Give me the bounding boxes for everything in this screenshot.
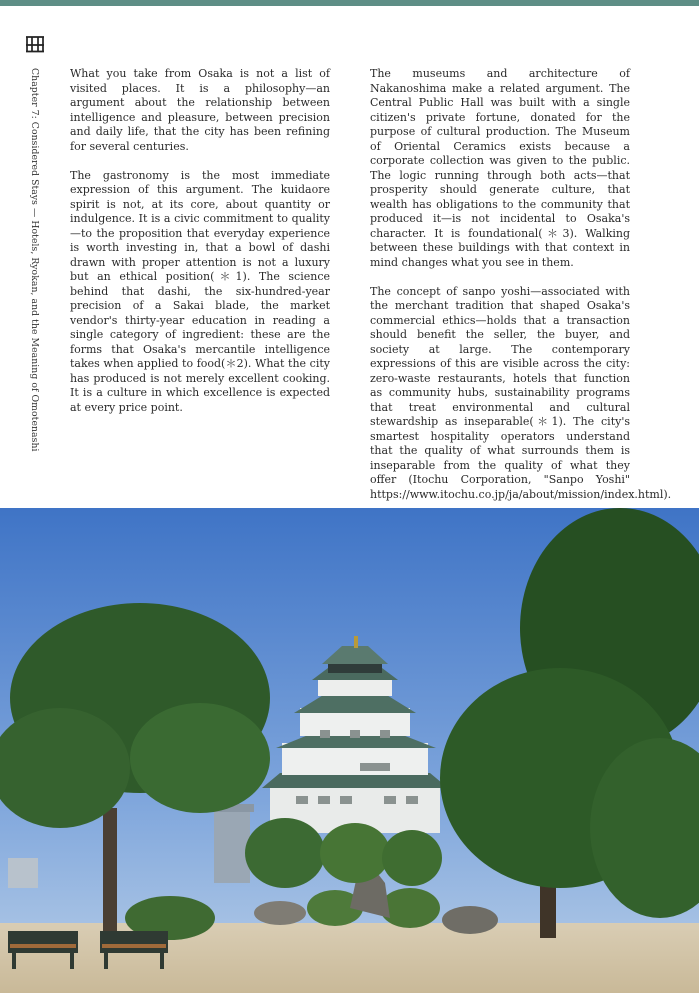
top-color-band xyxy=(0,0,699,6)
paragraph: What you take from Osaka is not a list of visited places. It is a philosophy—an argument about the relationship between intelligence and pleasure, between precision and daily life, that the city has been refining for several centuries. xyxy=(70,67,330,153)
left-column xyxy=(70,67,330,430)
book-mark-icon xyxy=(25,35,45,53)
paragraph: The museums and architecture of Nakanoshima make a related argument. The Central Public Hall was built with a single citizen's private fortune, donated for the purpose of cultural production. The Museum of Oriental Ceramics exists because a corporate collection was given to the public. The logic running through both acts—that prosperity should generate culture, that wealth has obligations to the community that produced it—is not incidental to Osaka's character. It is foundational(＊3). Walking between these buildings with that context in mind changes what you see in them. xyxy=(370,67,630,269)
paragraph: The gastronomy is the most immediate expression of this argument. The kuidaore spirit is not, at its core, about quantity or indulgence. It is a civic commitment to quality—to the proposition that everyday experience is worth investing in, that a bowl of dashi drawn with proper attention is not a luxury but an ethical position(＊1). The science behind that dashi, the six-hundred-year precision of a Sakai blade, the market vendor's thirty-year education in reading a single category of ingredient: these are the forms that Osaka's mercantile intelligence takes when applied to food(＊2). What the city has produced is not merely excellent cooking. It is a culture in which excellence is expected at every price point. xyxy=(70,168,330,414)
right-column xyxy=(370,67,672,517)
osaka-castle-photo xyxy=(0,508,699,993)
running-head: Chapter 7: Considered Stays — Hotels, Ryokan, and the Meaning of Omotenashi xyxy=(29,68,40,452)
paragraph: The concept of sanpo yoshi—associated with the merchant tradition that shaped Osaka's commercial ethics—holds that a transaction should benefit the seller, the buyer, and society at large. The contemporary expressions of this are visible across the city: zero-waste restaurants, hotels that function as community hubs, sustainability programs that treat environmental and cultural stewardship as inseparable(＊1). The city's smartest hospitality operators understand that the quality of what surrounds them is inseparable from the quality of what they offer (Itochu Corporation, "Sanpo Yoshi" https://www.itochu.co.jp/ja/about/mission/index.html). xyxy=(370,284,672,501)
